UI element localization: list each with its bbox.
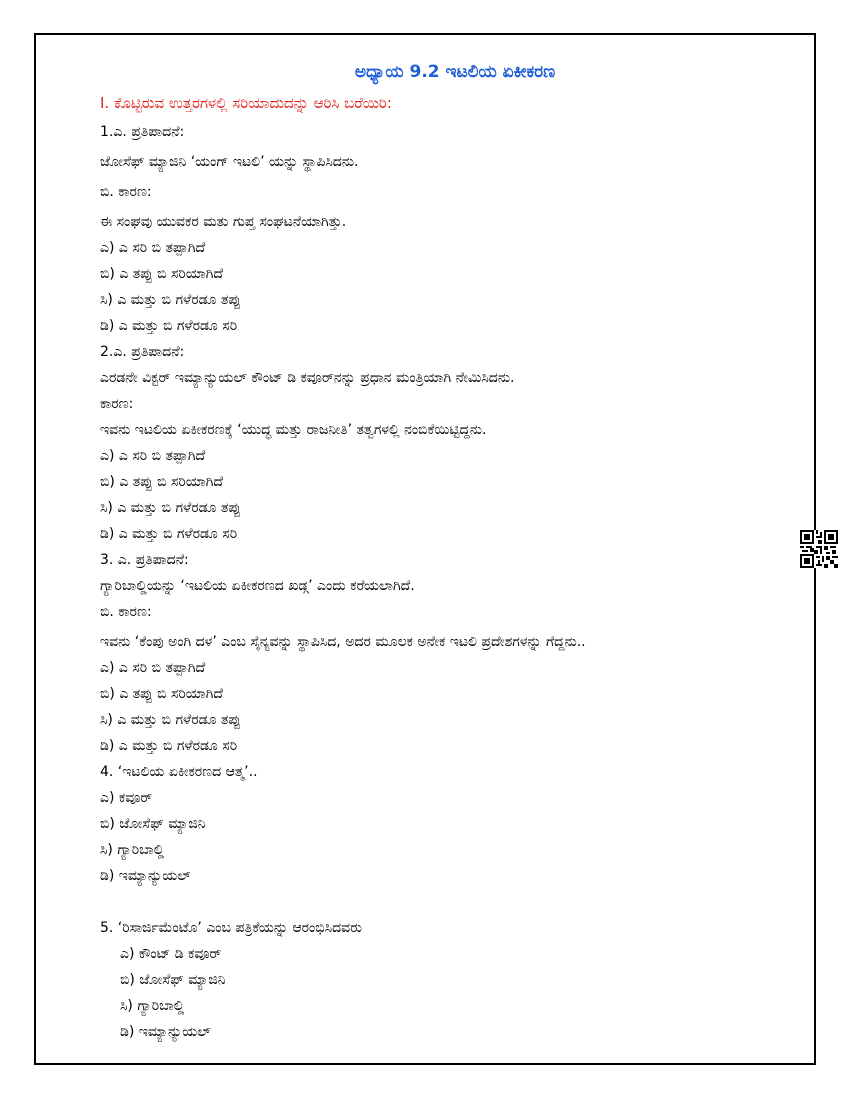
q4-option-d: ಡಿ) ಇಮ್ಯಾನ್ಯುಯಲ್ [100, 868, 191, 884]
q1-option-d: ಡಿ) ಎ ಮತ್ತು ಬಿ ಗಳೆರಡೂ ಸರಿ [100, 318, 238, 334]
q1-reason: ಈ ಸಂಘವು ಯುವಕರ ಮತು ಗುಪ್ತ ಸಂಘಟನೆಯಾಗಿತ್ತು. [100, 214, 347, 230]
q5-option-b: ಬಿ) ಜೋಸೆಫ್ ಮ್ಯಾಜಿನಿ [120, 972, 226, 988]
q3-reason-label: ಬಿ. ಕಾರಣ: [100, 604, 152, 620]
q4-option-b: ಬಿ) ಜೋಸೆಫ್ ಮ್ಯಾಜಿನಿ [100, 816, 206, 832]
q2-statement-label: 2.ಎ. ಪ್ರತಿಪಾದನೆ: [100, 344, 185, 360]
question-4 [100, 762, 820, 886]
q3-statement: ಗ್ಯಾರಿಬಾಲ್ಡಿಯನ್ನು ‘ಇಟಲಿಯ ಏಕೀಕರಣದ ಖಡ್ಗ’ ಎಂದು ಕರೆಯಲಾಗಿದೆ. [100, 578, 415, 594]
instruction-heading: I. ಕೊಟ್ಟಿರುವ ಉತ್ತರಗಳಲ್ಲಿ ಸರಿಯಾದುದನ್ನು ಆರಿಸಿ ಬರೆಯಿರಿ: [100, 94, 392, 112]
q2-option-a: ಎ) ಎ ಸರಿ ಬಿ ತಪ್ಪಾಗಿದೆ [100, 448, 206, 464]
q1-statement-label: 1.ಎ. ಪ್ರತಿಪಾದನೆ: [100, 124, 185, 140]
qr-code-icon [800, 530, 838, 568]
page-title: ಅಧ್ಯಾಯ 9.2 ಇಟಲಿಯ ಏಕೀಕರಣ [354, 62, 556, 82]
q3-statement-label: 3. ಎ. ಪ್ರತಿಪಾದನೆ: [100, 552, 189, 568]
q5-question: 5. ‘ರಿಸಾರ್ಜಿಮೆಂಟೊ’ ಎಂಬ ಪತ್ರಿಕೆಯನ್ನು ಆರಂಭಿಸಿದವರು [100, 920, 362, 936]
q3-option-c: ಸಿ) ಎ ಮತ್ತು ಬಿ ಗಳೆರಡೂ ತಪ್ಪು [100, 712, 241, 728]
q4-option-c: ಸಿ) ಗ್ಯಾರಿಬಾಲ್ಡಿ [100, 842, 165, 858]
q2-option-b: ಬಿ) ಎ ತಪ್ಪು ಬಿ ಸರಿಯಾಗಿದೆ [100, 474, 223, 490]
q4-option-a: ಎ) ಕವೂರ್ [100, 790, 153, 806]
q3-option-b: ಬಿ) ಎ ತಪ್ಪು ಬಿ ಸರಿಯಾಗಿದೆ [100, 686, 223, 702]
q2-option-d: ಡಿ) ಎ ಮತ್ತು ಬಿ ಗಳೆರಡೂ ಸರಿ [100, 526, 238, 542]
q4-question: 4. ‘ಇಟಲಿಯ ಏಕೀಕರಣದ ಆತ್ಮ’.. [100, 764, 258, 780]
worksheet-content [100, 62, 820, 1042]
q1-reason-label: ಬಿ. ಕಾರಣ: [100, 184, 152, 200]
q3-option-d: ಡಿ) ಎ ಮತ್ತು ಬಿ ಗಳೆರಡೂ ಸರಿ [100, 738, 238, 754]
q3-reason: ಇವನು ‘ಕೆಂಪು ಅಂಗಿ ದಳ’ ಎಂಬ ಸೈನ್ಯವನ್ನು ಸ್ಥಾಪಿಸಿದ, ಅದರ ಮೂಲಕ ಅನೇಕ ಇಟಲಿ ಪ್ರದೇಶಗಳನ್ನು ಗೆದ್ದನು.. [100, 634, 586, 650]
q5-option-c: ಸಿ) ಗ್ಯಾರಿಬಾಲ್ಡಿ [120, 998, 185, 1014]
question-1 [100, 122, 820, 336]
question-5 [100, 918, 820, 1042]
q2-statement: ಎರಡನೇ ವಿಕ್ಟರ್ ಇಮ್ಯಾನ್ಯುಯಲ್ ಕೌಂಟ್ ಡಿ ಕವೂರ್‌ನನ್ನು ಪ್ರಧಾನ ಮಂತ್ರಿಯಾಗಿ ನೇಮಿಸಿದನು. [100, 370, 515, 386]
q5-option-a: ಎ) ಕೌಂಟ್ ಡಿ ಕವೂರ್ [120, 946, 222, 962]
q3-option-a: ಎ) ಎ ಸರಿ ಬಿ ತಪ್ಪಾಗಿದೆ [100, 660, 206, 676]
q2-option-c: ಸಿ) ಎ ಮತ್ತು ಬಿ ಗಳೆರಡೂ ತಪ್ಪು [100, 500, 241, 516]
q1-option-b: ಬಿ) ಎ ತಪ್ಪು ಬಿ ಸರಿಯಾಗಿದೆ [100, 266, 223, 282]
q2-reason: ಇವನು ಇಟಲಿಯ ಏಕೀಕರಣಕ್ಕೆ ‘ಯುದ್ಧ ಮತ್ತು ರಾಜನೀತಿ’ ತತ್ವಗಳಲ್ಲಿ ನಂಬಿಕೆಯಿಟ್ಟಿದ್ದನು. [100, 422, 487, 438]
q2-reason-label: ಕಾರಣ: [100, 396, 134, 412]
q1-option-a: ಎ) ಎ ಸರಿ ಬಿ ತಪ್ಪಾಗಿದೆ [100, 240, 206, 256]
q5-option-d: ಡಿ) ಇಮ್ಯಾನ್ಯುಯಲ್ [120, 1024, 211, 1040]
question-3 [100, 550, 820, 756]
q1-statement: ಜೋಸೆಫ್ ಮ್ಯಾಜಿನಿ ‘ಯಂಗ್ ಇಟಲಿ’ ಯನ್ನು ಸ್ಥಾಪಿಸಿದನು. [100, 154, 359, 170]
q1-option-c: ಸಿ) ಎ ಮತ್ತು ಬಿ ಗಳೆರಡೂ ತಪ್ಪು [100, 292, 241, 308]
question-2 [100, 342, 820, 544]
